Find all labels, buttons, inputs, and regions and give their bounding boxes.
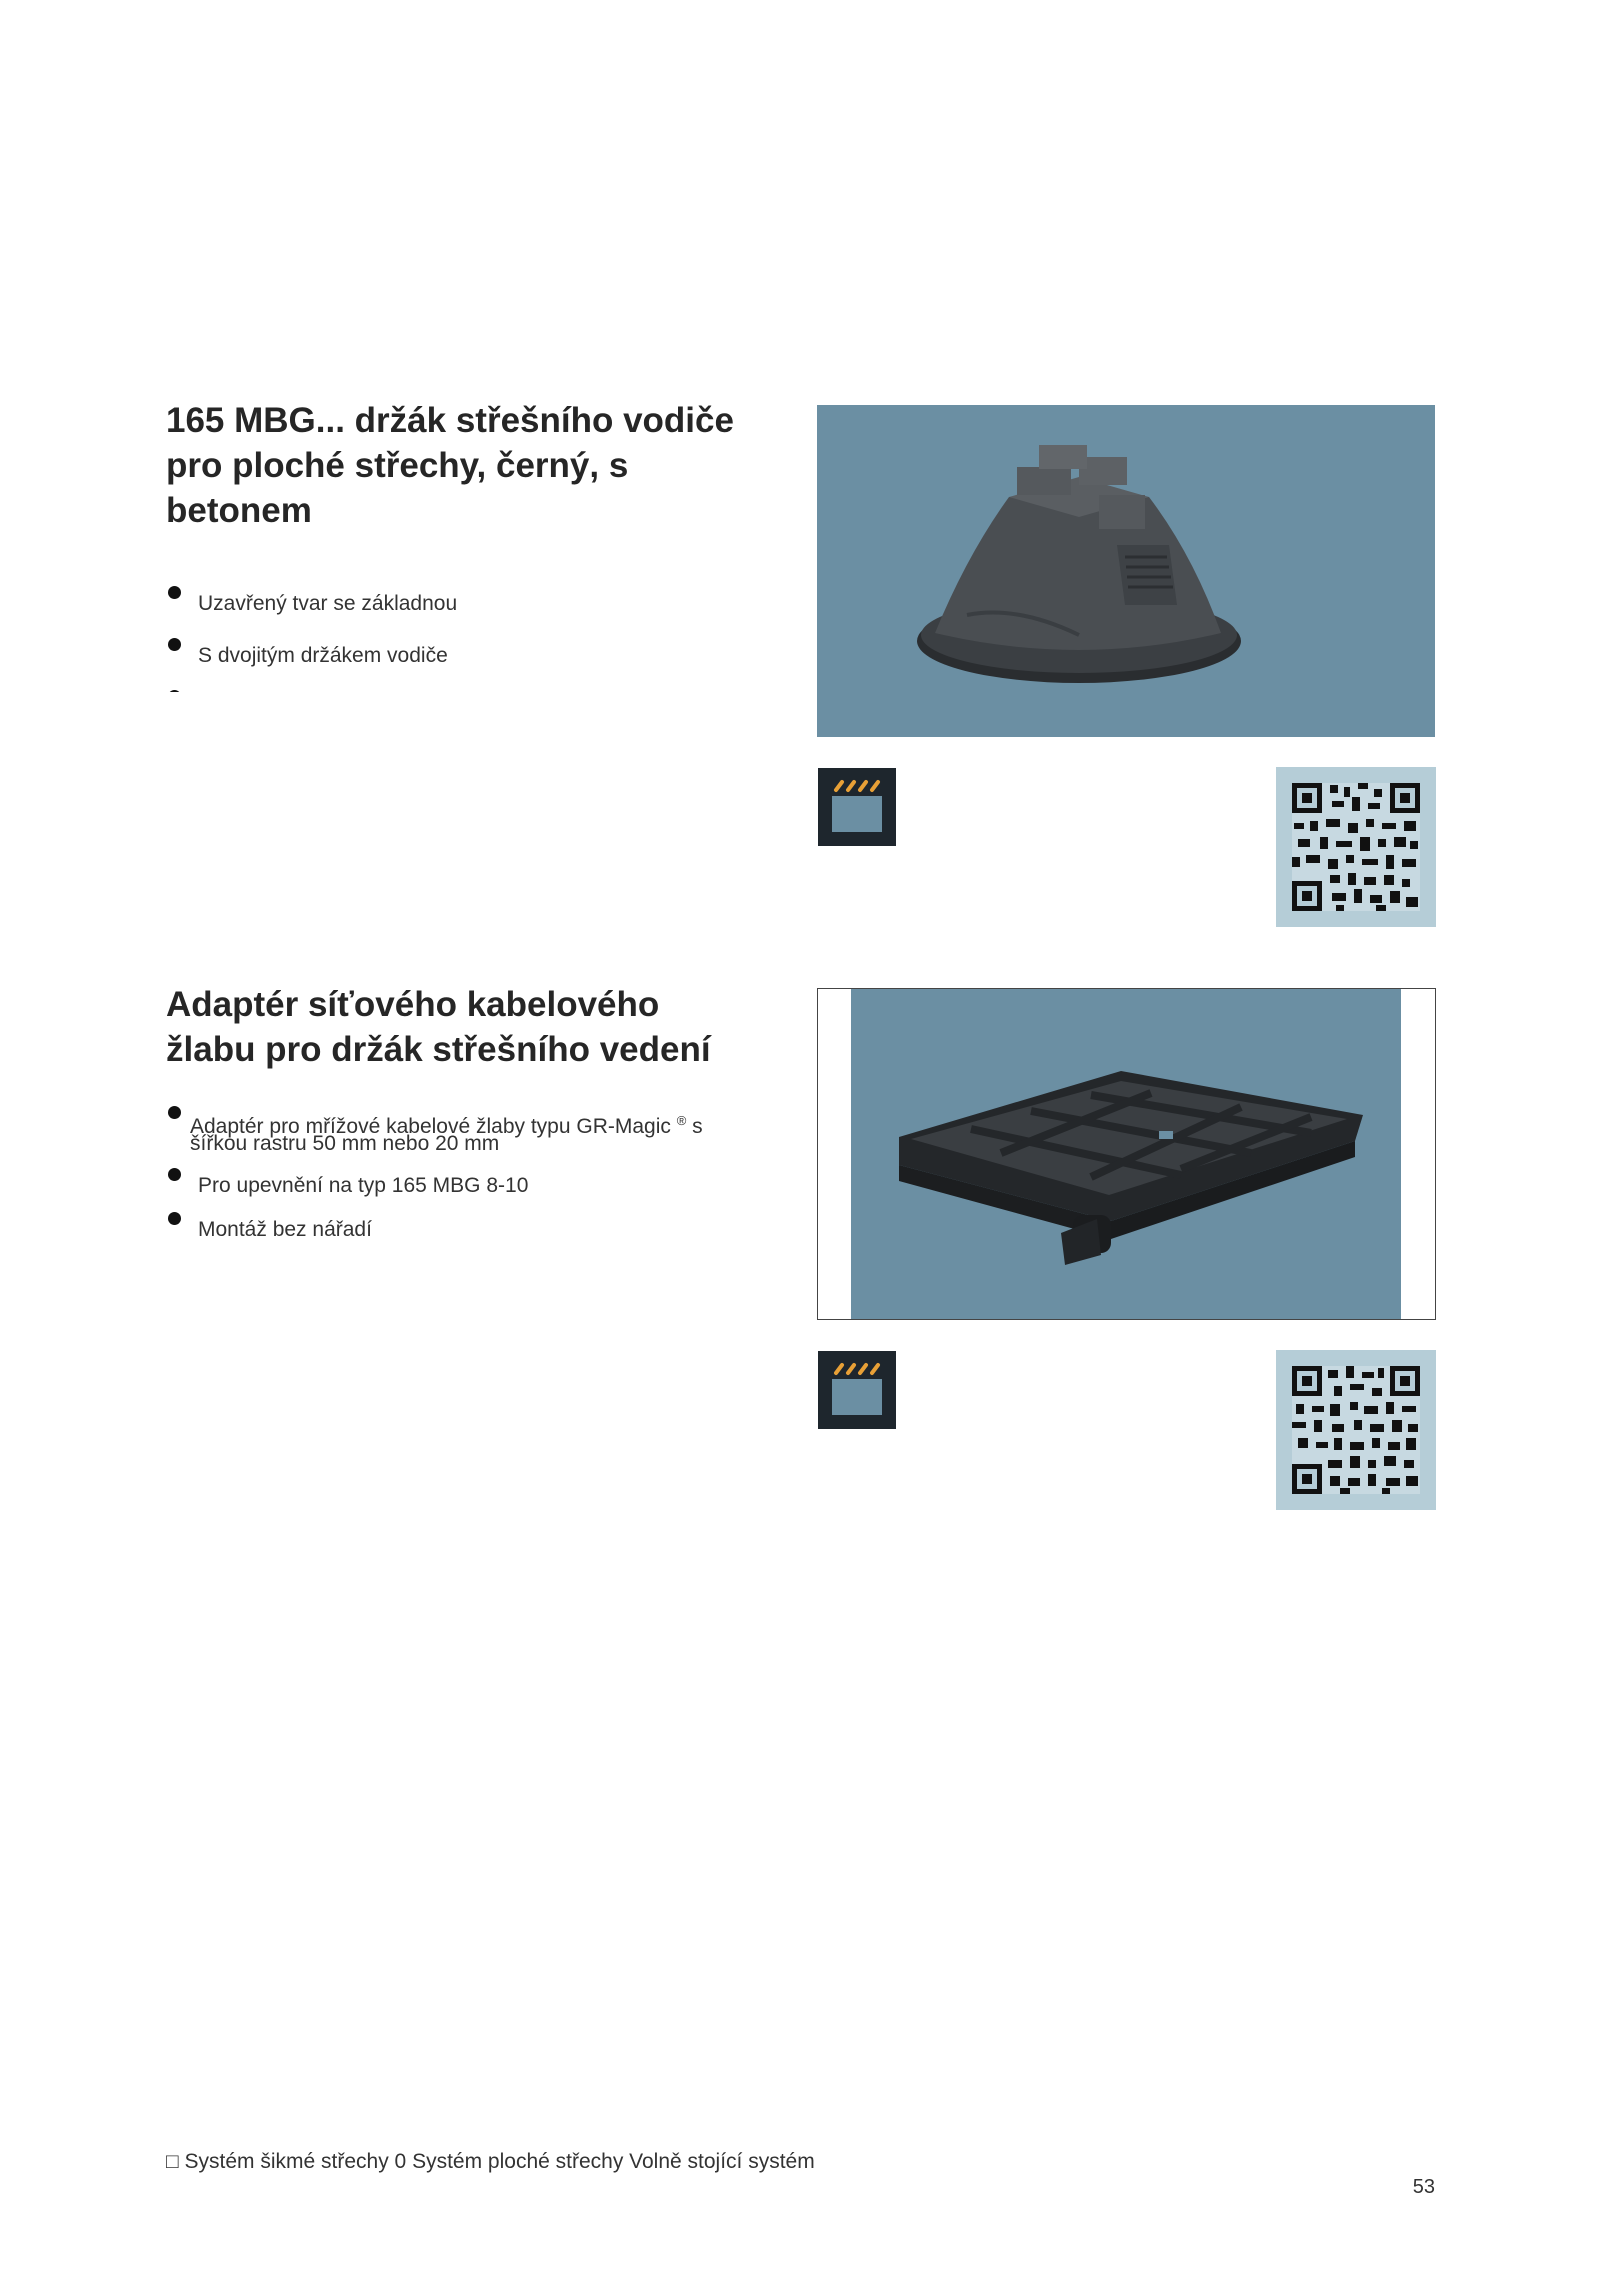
footer-system-nav: □ Systém šikmé střechy 0 Systém ploché střechy Volně stojící systém	[166, 2150, 815, 2173]
feature-list-wrapper	[166, 578, 786, 692]
product-image-frame	[817, 988, 1436, 1320]
cable-tray-adapter-photo	[851, 989, 1401, 1319]
feature-item-line: šířkou rastru 50 mm nebo 20 mm	[190, 1132, 500, 1155]
feature-item: S dvojitým držákem vodiče	[166, 644, 786, 668]
feature-list	[166, 592, 786, 668]
feature-item: Uzavřený tvar se základnou	[166, 592, 786, 616]
feature-item-line: Adaptér pro mřížové kabelové žlaby typu GR-Magic ® s	[190, 1113, 703, 1138]
feature-item: Montáž bez nářadí	[166, 1218, 826, 1242]
product-title: Adaptér síťového kabelového žlabu pro držák střešního vedení	[166, 985, 711, 1069]
qr-code-icon[interactable]	[1276, 1350, 1436, 1510]
product-title: 165 MBG... držák střešního vodiče pro ploché střechy, černý, s betonem	[166, 401, 734, 530]
video-clapper-icon[interactable]	[818, 768, 896, 846]
feature-item: Pro upevnění na typ 165 MBG 8-10	[166, 1174, 826, 1198]
qr-code-icon[interactable]	[1276, 767, 1436, 927]
feature-item	[166, 1112, 826, 1155]
feature-list	[166, 1112, 826, 1242]
page-number: 53	[1412, 2176, 1435, 2198]
roof-conductor-holder-photo	[817, 405, 1435, 737]
video-clapper-icon[interactable]	[818, 1351, 896, 1429]
